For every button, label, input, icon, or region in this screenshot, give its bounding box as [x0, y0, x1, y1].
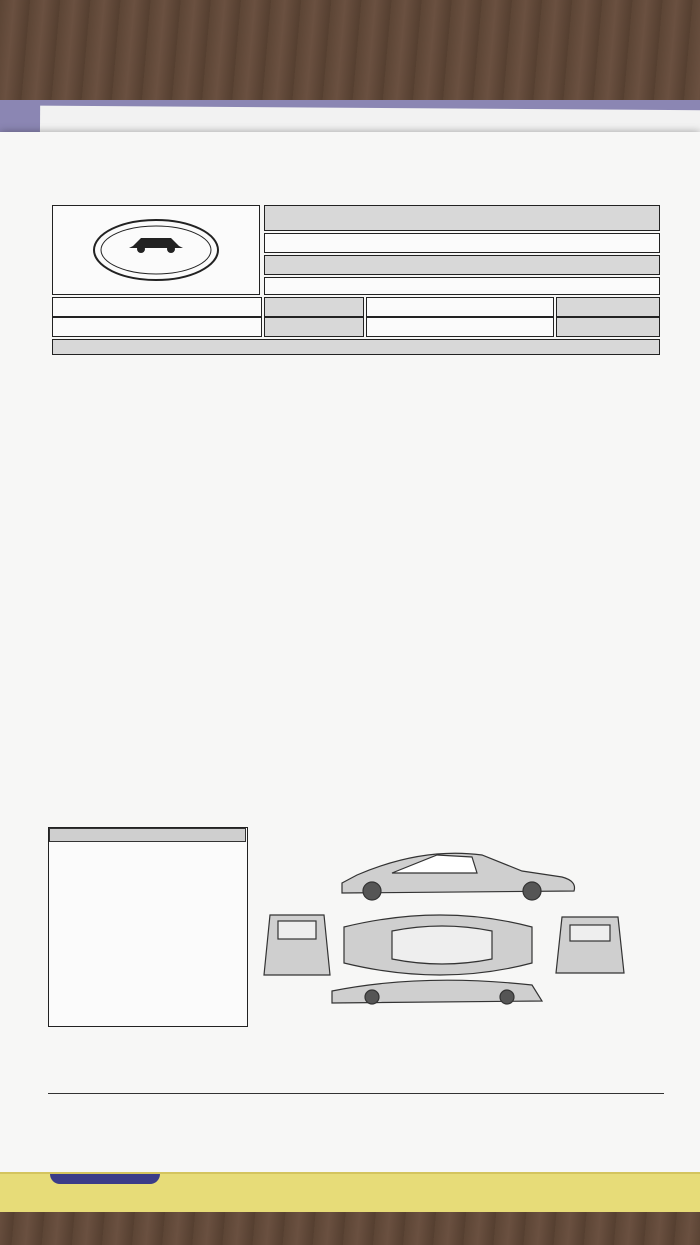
car-top-view — [344, 915, 532, 975]
car-type-cell — [366, 317, 554, 337]
address-row — [264, 255, 660, 275]
car-rear-view — [556, 917, 624, 973]
disclaimer-box — [52, 1031, 664, 1131]
customer-name-label-cell — [556, 297, 660, 317]
car-damage-diagram — [262, 845, 662, 1005]
yellow-folder — [0, 1172, 700, 1212]
car-type-label-cell — [556, 317, 660, 337]
car-front-view — [264, 915, 330, 975]
contacts-row — [264, 277, 660, 295]
car-side-view-bottom — [332, 980, 542, 1004]
company-logo — [53, 206, 259, 294]
body-section-title — [49, 828, 246, 842]
brand-header — [264, 205, 660, 231]
subtitle-row — [264, 233, 660, 253]
plate-cell — [52, 317, 262, 337]
model-cell — [52, 297, 262, 317]
logo-box — [52, 205, 260, 295]
car-side-view — [342, 853, 575, 900]
body-section — [48, 827, 248, 1027]
model-label-cell — [264, 297, 364, 317]
plate-label-cell — [264, 317, 364, 337]
inspection-type-bar — [52, 339, 660, 355]
customer-name-cell — [366, 297, 554, 317]
form-bottom-border — [48, 1093, 664, 1094]
